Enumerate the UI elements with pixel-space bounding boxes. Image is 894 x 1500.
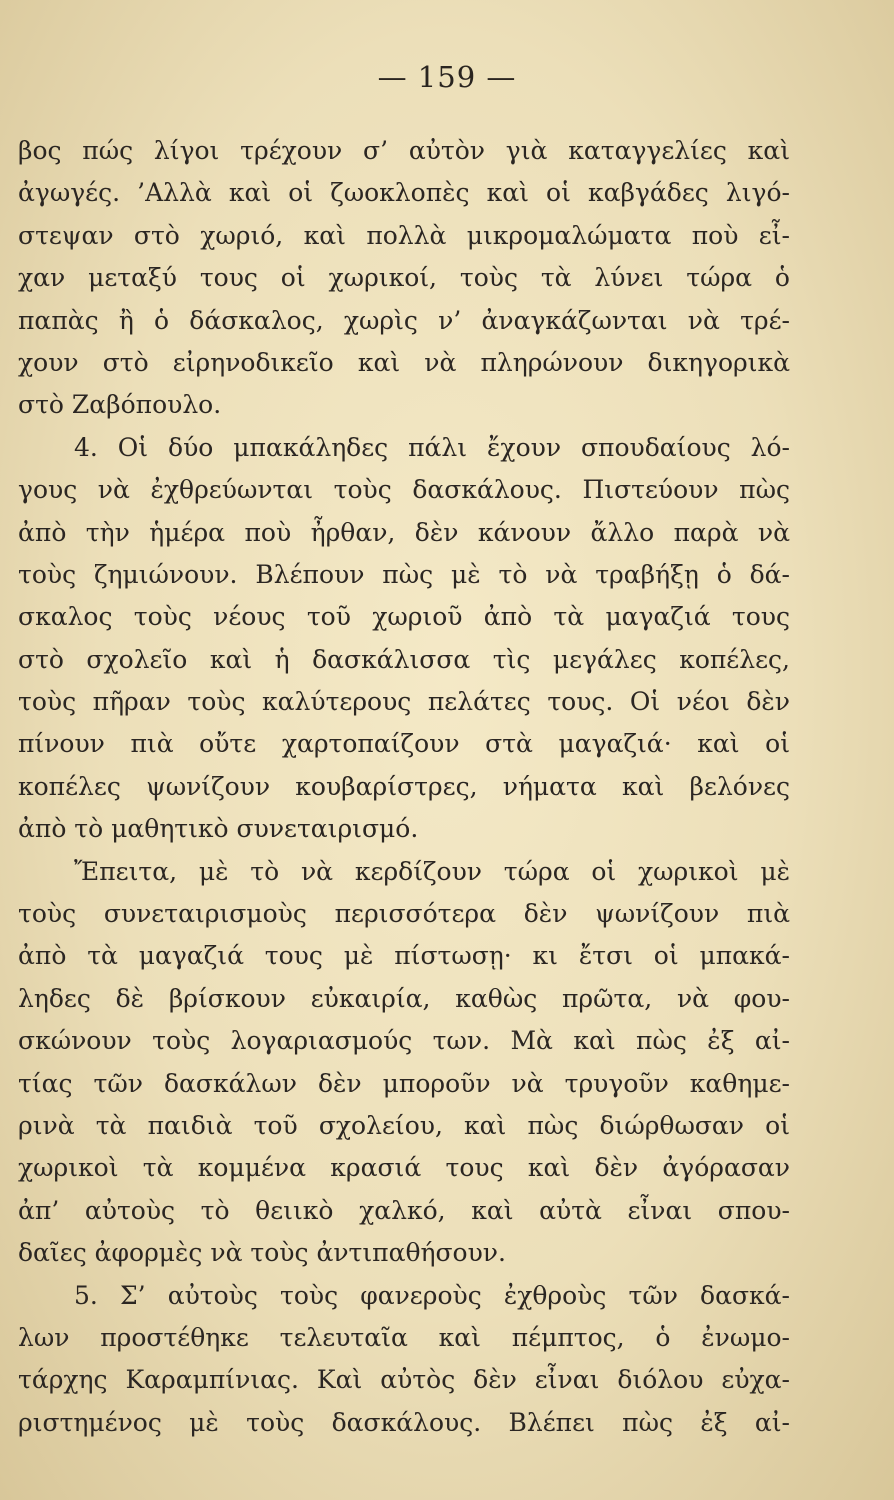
text-line: ληδες δὲ βρίσκουν εὐκαιρία, καθὼς πρῶτα, νὰ φου-	[18, 983, 790, 1013]
text-line: πίνουν πιὰ οὔτε χαρτοπαίζουν στὰ μαγαζιά· καὶ οἱ	[18, 729, 790, 759]
paragraph-start-line: Ἔπειτα, μὲ τὸ νὰ κερδίζουν τώρα οἱ χωρικοὶ μὲ	[74, 856, 790, 886]
page-number: — 159 —	[377, 60, 517, 94]
text-line: χαν μεταξύ τους οἱ χωρικοί, τοὺς τὰ λύνει τώρα ὁ	[18, 263, 790, 293]
text-line: τάρχης Καραμπίνιας. Καὶ αὐτὸς δὲν εἶναι διόλου εὐχα-	[18, 1365, 790, 1395]
body-text	[18, 130, 790, 1444]
text-line: ἀπὸ τὰ μαγαζιά τους μὲ πίστωσῃ· κι ἔτσι οἱ μπακά-	[18, 941, 790, 971]
text-line: τοὺς πῆραν τοὺς καλύτερους πελάτες τους. Οἱ νέοι δὲν	[18, 687, 790, 717]
text-line: χουν στὸ εἰρηνοδικεῖο καὶ νὰ πληρώνουν δικηγορικὰ	[18, 347, 790, 377]
text-line: ἀπὸ τὴν ἡμέρα ποὺ ἦρθαν, δὲν κάνουν ἄλλο παρὰ νὰ	[18, 517, 790, 547]
text-line: τίας τῶν δασκάλων δὲν μποροῦν νὰ τρυγοῦν καθημε-	[18, 1068, 790, 1098]
text-line: χωρικοὶ τὰ κομμένα κρασιά τους καὶ δὲν ἀγόρασαν	[18, 1153, 790, 1183]
text-line: σκαλος τοὺς νέους τοῦ χωριοῦ ἀπὸ τὰ μαγαζιά τους	[18, 602, 790, 632]
text-line: γους νὰ ἐχθρεύωνται τοὺς δασκάλους. Πιστεύουν πὼς	[18, 475, 790, 505]
text-line: ἀγωγές. ’Αλλὰ καὶ οἱ ζωοκλοπὲς καὶ οἱ καβγάδες λιγό-	[18, 178, 790, 208]
text-line: ἀπ’ αὐτοὺς τὸ θειικὸ χαλκό, καὶ αὐτὰ εἶναι σπου-	[18, 1195, 790, 1225]
paragraph-start-line: 5. Σ’ αὐτοὺς τοὺς φανεροὺς ἐχθροὺς τῶν δασκά-	[74, 1280, 790, 1310]
text-line: στὸ σχολεῖο καὶ ἡ δασκάλισσα τὶς μεγάλες κοπέλες,	[18, 644, 790, 674]
text-line: στεψαν στὸ χωριό, καὶ πολλὰ μικρομαλώματα ποὺ εἶ-	[18, 220, 790, 250]
text-line: παπὰς ἢ ὁ δάσκαλος, χωρὶς ν’ ἀναγκάζωνται νὰ τρέ-	[18, 305, 790, 335]
text-line: ριστημένος μὲ τοὺς δασκάλους. Βλέπει πὼς ἐξ αἰ-	[18, 1407, 790, 1437]
text-line: βος πώς λίγοι τρέχουν σ’ αὐτὸν γιὰ καταγγελίες καὶ	[18, 136, 790, 165]
text-line: δαῖες ἀφορμὲς νὰ τοὺς ἀντιπαθήσουν.	[18, 1238, 506, 1268]
text-line: σκώνουν τοὺς λογαριασμούς των. Μὰ καὶ πὼς ἐξ αἰ-	[18, 1026, 790, 1056]
paragraph-start-line: 4. Οἱ δύο μπακάληδες πάλι ἔχουν σπουδαίους λό-	[74, 432, 790, 462]
text-line: τοὺς συνεταιρισμοὺς περισσότερα δὲν ψωνίζουν πιὰ	[18, 899, 790, 929]
text-line: ἀπὸ τὸ μαθητικὸ συνεταιρισμό.	[18, 814, 419, 844]
text-line: ρινὰ τὰ παιδιὰ τοῦ σχολείου, καὶ πὼς διώρθωσαν οἱ	[18, 1110, 790, 1140]
text-line: κοπέλες ψωνίζουν κουβαρίστρες, νήματα καὶ βελόνες	[18, 771, 790, 801]
text-line: στὸ Ζαβόπουλο.	[18, 390, 222, 420]
text-line: τοὺς ζημιώνουν. Βλέπουν πὼς μὲ τὸ νὰ τραβήξῃ ὁ δά-	[18, 559, 790, 589]
text-line: λων προστέθηκε τελευταῖα καὶ πέμπτος, ὁ ἐνωμο-	[18, 1322, 790, 1352]
